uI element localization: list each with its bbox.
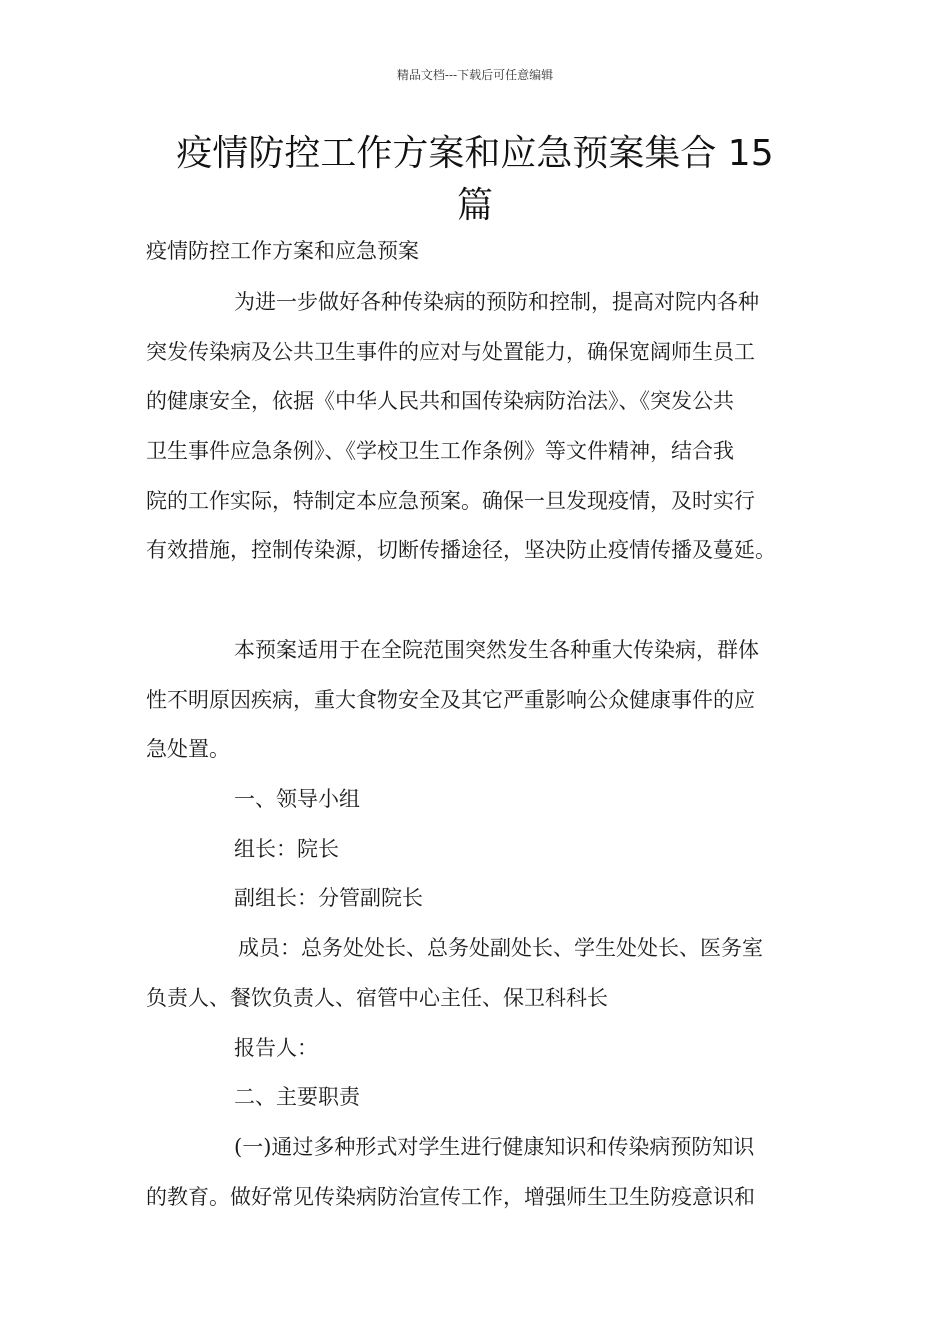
reporter-line: 报告人： — [234, 1036, 318, 1060]
section-2-heading: 二、主要职责 — [234, 1085, 360, 1109]
paragraph-2-line: 急处置。 — [146, 737, 230, 761]
paragraph-1-line: 有效措施，控制传染源，切断传播途径，坚决防止疫情传播及蔓延。 — [146, 538, 776, 562]
paragraph-1-line: 为进一步做好各种传染病的预防和控制，提高对院内各种 — [234, 290, 759, 314]
paragraph-2-line: 本预案适用于在全院范围突然发生各种重大传染病，群体 — [234, 638, 759, 662]
paragraph-1-line: 的健康安全，依据《中华人民共和国传染病防治法》、《突发公共 — [146, 389, 734, 413]
paragraph-1-line: 院的工作实际，特制定本应急预案。确保一旦发现疫情，及时实行 — [146, 489, 755, 513]
leader-line: 组长：院长 — [234, 837, 339, 861]
paragraph-1-line: 突发传染病及公共卫生事件的应对与处置能力，确保宽阔师生员工 — [146, 340, 755, 364]
members-line: 负责人、餐饮负责人、宿管中心主任、保卫科科长 — [146, 986, 608, 1010]
paragraph-1-line: 卫生事件应急条例》、《学校卫生工作条例》等文件精神，结合我 — [146, 439, 734, 463]
section-1-heading: 一、领导小组 — [234, 787, 360, 811]
members-line: 成员：总务处处长、总务处副处长、学生处处长、医务室 — [238, 936, 763, 960]
document-title — [120, 128, 830, 232]
duty-item-line: 的教育。做好常见传染病防治宣传工作，增强师生卫生防疫意识和 — [146, 1185, 755, 1209]
page-header: 精品文档---下载后可任意编辑 — [396, 68, 554, 82]
duty-item-line: (一)通过多种形式对学生进行健康知识和传染病预防知识 — [234, 1135, 755, 1159]
deputy-leader-line: 副组长：分管副院长 — [234, 886, 423, 910]
title-line-2: 篇 — [456, 185, 493, 226]
paragraph-2-line: 性不明原因疾病，重大食物安全及其它严重影响公众健康事件的应 — [146, 688, 755, 712]
title-line-1: 疫情防控工作方案和应急预案集合 15 — [176, 133, 774, 174]
document-subtitle: 疫情防控工作方案和应急预案 — [146, 239, 419, 263]
